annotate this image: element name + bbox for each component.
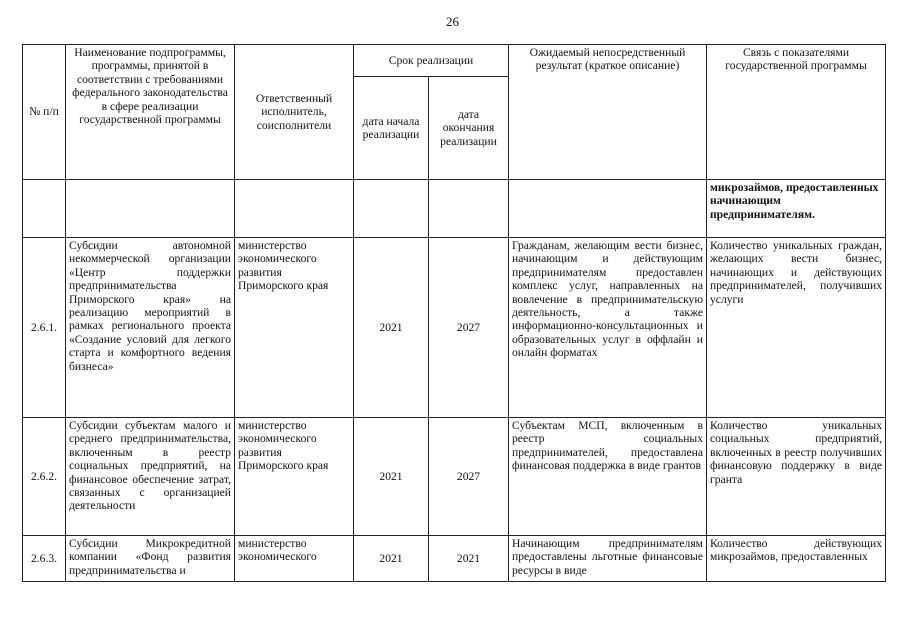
cell-result: Гражданам, желающим вести бизнес, начинающим и действующим предпринимателям предоставлен комплекс услуг, направленных на вовлечение в предпринимательскую деятельность, а также информационно-консультационных и образовательных услуг в оффлайн и онлайн форматах: [509, 238, 707, 418]
cell-num: 2.6.2.: [23, 418, 66, 536]
cell-empty: [235, 180, 354, 238]
header-result: Ожидаемый непосредственный результат (краткое описание): [509, 45, 707, 180]
cell-executor: министерство экономического развития Приморского края: [235, 418, 354, 536]
continuation-row: [23, 180, 886, 238]
cell-start: 2021: [354, 418, 429, 536]
table-row: [23, 238, 886, 418]
cell-result: Субъектам МСП, включенным в реестр социальных предпринимателей, предоставлена финансовая поддержка в виде грантов: [509, 418, 707, 536]
cell-result: Начинающим предпринимателям предоставлены льготные финансовые ресурсы в виде: [509, 536, 707, 582]
table-row: [23, 418, 886, 536]
cell-start: 2021: [354, 238, 429, 418]
header-period: Срок реализации: [354, 45, 509, 77]
cell-end: 2027: [429, 418, 509, 536]
cell-empty: [429, 180, 509, 238]
cell-link: микрозаймов, предоставленных начинающим предпринимателям.: [707, 180, 886, 238]
program-table: [22, 44, 886, 582]
cell-empty: [23, 180, 66, 238]
cell-executor: министерство экономического: [235, 536, 354, 582]
cell-num: 2.6.1.: [23, 238, 66, 418]
cell-name: Субсидии автономной некоммерческой организации «Центр поддержки предпринимательства Приморского края» на реализацию мероприятий в рамках регионального проекта «Создание условий для легкого старта и комфортного ведения бизнеса»: [66, 238, 235, 418]
cell-start: 2021: [354, 536, 429, 582]
cell-name: Субсидии субъектам малого и среднего предпринимательства, включенным в реестр социальных предприятий, на финансовое обеспечение затрат, связанных с организацией деятельности: [66, 418, 235, 536]
cell-executor: министерство экономического развития Приморского края: [235, 238, 354, 418]
cell-link: Количество действующих микрозаймов, предоставленных: [707, 536, 886, 582]
cell-empty: [509, 180, 707, 238]
header-row: [23, 45, 886, 77]
cell-num: 2.6.3.: [23, 536, 66, 582]
table-row: [23, 536, 886, 582]
cell-empty: [354, 180, 429, 238]
cell-end: 2021: [429, 536, 509, 582]
header-start: дата начала реализации: [354, 77, 429, 180]
header-name: Наименование подпрограммы, программы, принятой в соответствии с требованиями федерального законодательства в сфере реализации государственной программы: [66, 45, 235, 180]
cell-end: 2027: [429, 238, 509, 418]
page-number: 26: [446, 14, 459, 29]
cell-empty: [66, 180, 235, 238]
cell-link: Количество уникальных социальных предприятий, включенных в реестр получивших финансовую поддержку в виде гранта: [707, 418, 886, 536]
cell-link: Количество уникальных граждан, желающих вести бизнес, начинающих и действующих предпринимателей, получивших услуги: [707, 238, 886, 418]
header-num: № п/п: [23, 45, 66, 180]
header-link: Связь с показателями государственной программы: [707, 45, 886, 180]
cell-name: Субсидии Микрокредитной компании «Фонд развития предпринимательства и: [66, 536, 235, 582]
header-end: дата окончания реализации: [429, 77, 509, 180]
header-executor: Ответственный исполнитель, соисполнители: [235, 45, 354, 180]
